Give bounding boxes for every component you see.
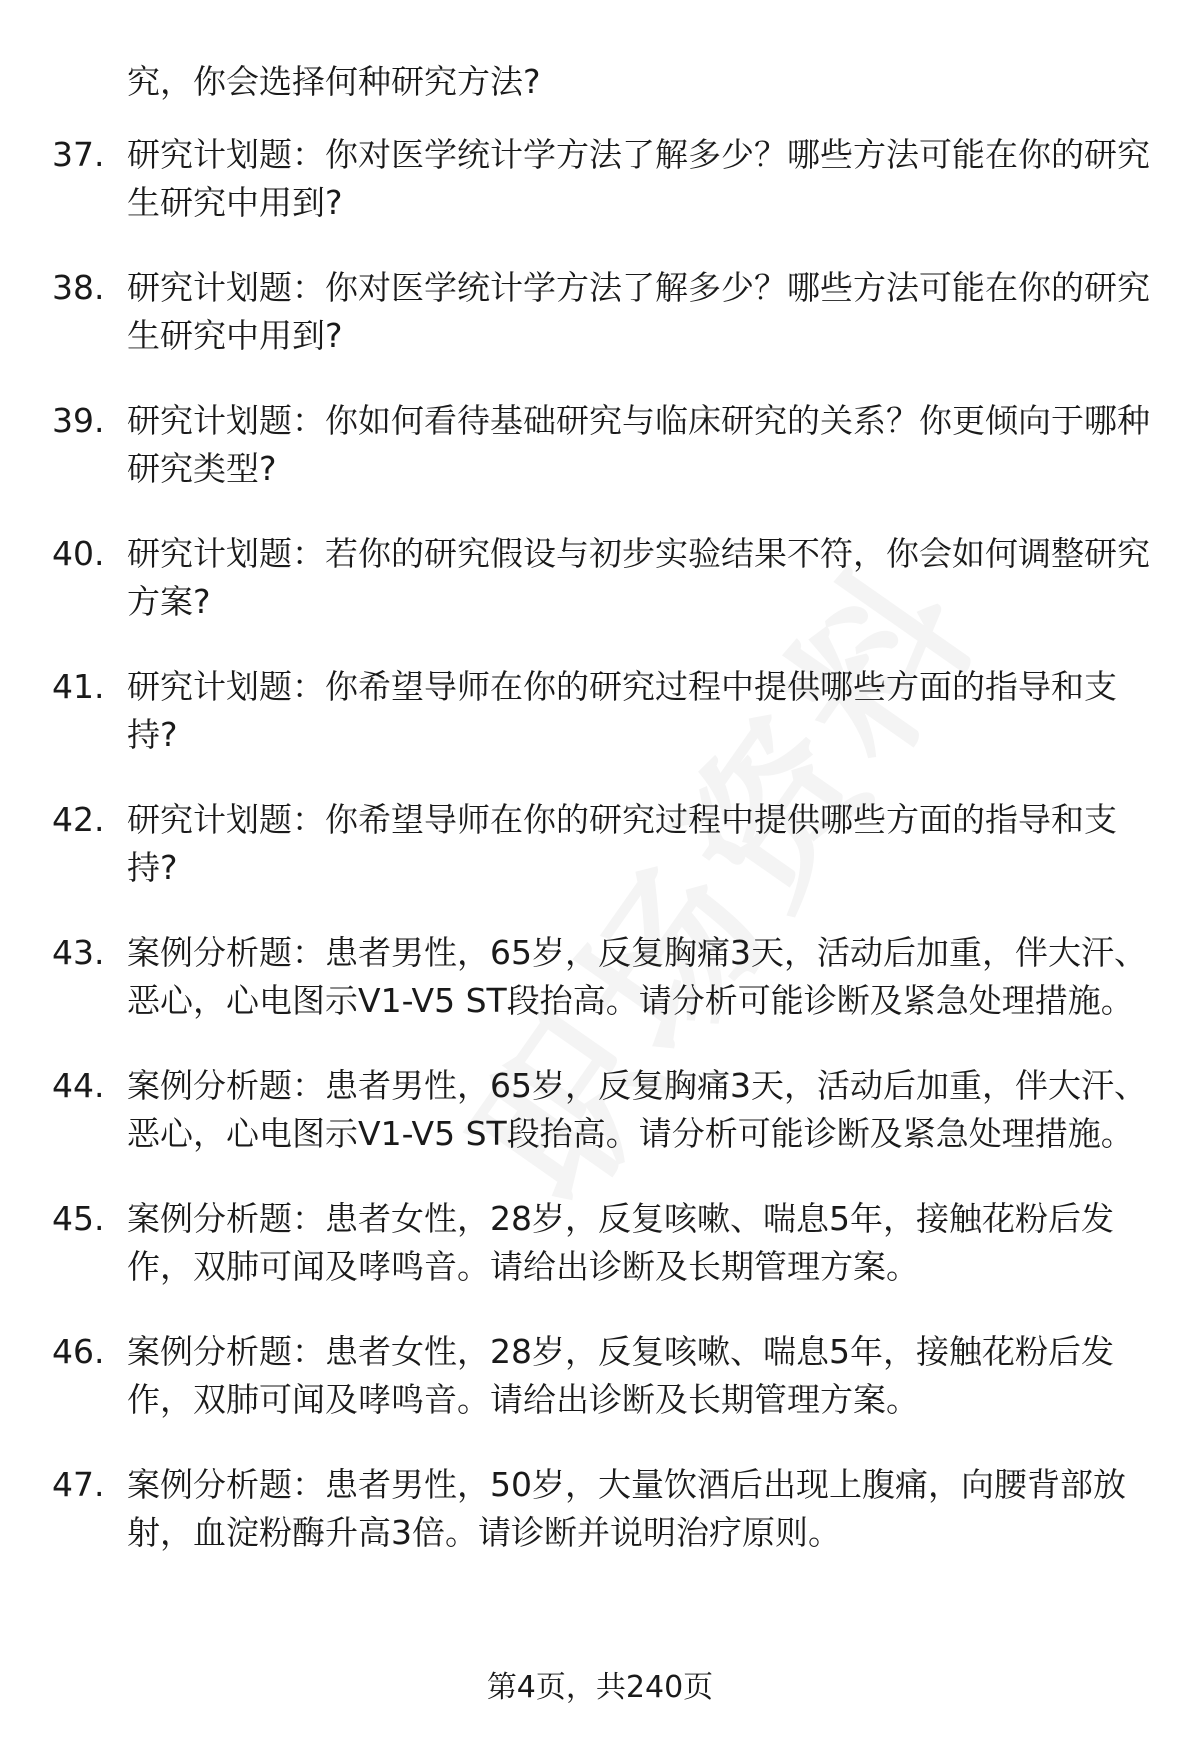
question-number: 37. (52, 135, 105, 174)
question-text: 研究计划题：你如何看待基础研究与临床研究的关系？你更倾向于哪种研究类型? (127, 401, 1150, 488)
question-number: 41. (52, 667, 105, 706)
question-text: 研究计划题：你希望导师在你的研究过程中提供哪些方面的指导和支持? (127, 667, 1117, 754)
question-number: 46. (52, 1332, 105, 1371)
page-number-footer: 第4页，共240页 (486, 1670, 714, 1705)
question-item (0, 796, 1200, 892)
question-text: 研究计划题：你希望导师在你的研究过程中提供哪些方面的指导和支持? (127, 800, 1117, 887)
question-number: 44. (52, 1066, 105, 1105)
question-item (0, 1062, 1200, 1158)
question-text: 案例分析题：患者男性，65岁，反复胸痛3天，活动后加重，伴大汗、恶心，心电图示V1-V5 ST段抬高。请分析可能诊断及紧急处理措施。 (127, 1066, 1147, 1153)
question-text: 研究计划题：你对医学统计学方法了解多少？哪些方法可能在你的研究生研究中用到? (127, 135, 1150, 222)
question-list (0, 131, 1200, 1594)
question-item (0, 264, 1200, 360)
question-item (0, 929, 1200, 1025)
question-text: 案例分析题：患者男性，50岁，大量饮酒后出现上腹痛，向腰背部放射，血淀粉酶升高3倍。请诊断并说明治疗原则。 (127, 1465, 1126, 1552)
question-text: 研究计划题：若你的研究假设与初步实验结果不符，你会如何调整研究方案? (127, 534, 1150, 621)
question-text: 研究计划题：你对医学统计学方法了解多少？哪些方法可能在你的研究生研究中用到? (127, 268, 1150, 355)
continued-question-text: 究，你会选择何种研究方法? (127, 62, 541, 101)
question-number: 45. (52, 1199, 105, 1238)
question-text: 案例分析题：患者女性，28岁，反复咳嗽、喘息5年，接触花粉后发作，双肺可闻及哮鸣音。请给出诊断及长期管理方案。 (127, 1332, 1114, 1419)
question-number: 43. (52, 933, 105, 972)
question-number: 40. (52, 534, 105, 573)
question-number: 38. (52, 268, 105, 307)
question-number: 39. (52, 401, 105, 440)
question-item (0, 397, 1200, 493)
question-text: 案例分析题：患者女性，28岁，反复咳嗽、喘息5年，接触花粉后发作，双肺可闻及哮鸣音。请给出诊断及长期管理方案。 (127, 1199, 1114, 1286)
question-item (0, 1461, 1200, 1557)
question-text: 案例分析题：患者男性，65岁，反复胸痛3天，活动后加重，伴大汗、恶心，心电图示V1-V5 ST段抬高。请分析可能诊断及紧急处理措施。 (127, 933, 1147, 1020)
question-number: 47. (52, 1465, 105, 1504)
question-item (0, 530, 1200, 626)
question-item (0, 663, 1200, 759)
question-item (0, 1328, 1200, 1424)
question-number: 42. (52, 800, 105, 839)
question-item (0, 131, 1200, 227)
question-item (0, 1195, 1200, 1291)
